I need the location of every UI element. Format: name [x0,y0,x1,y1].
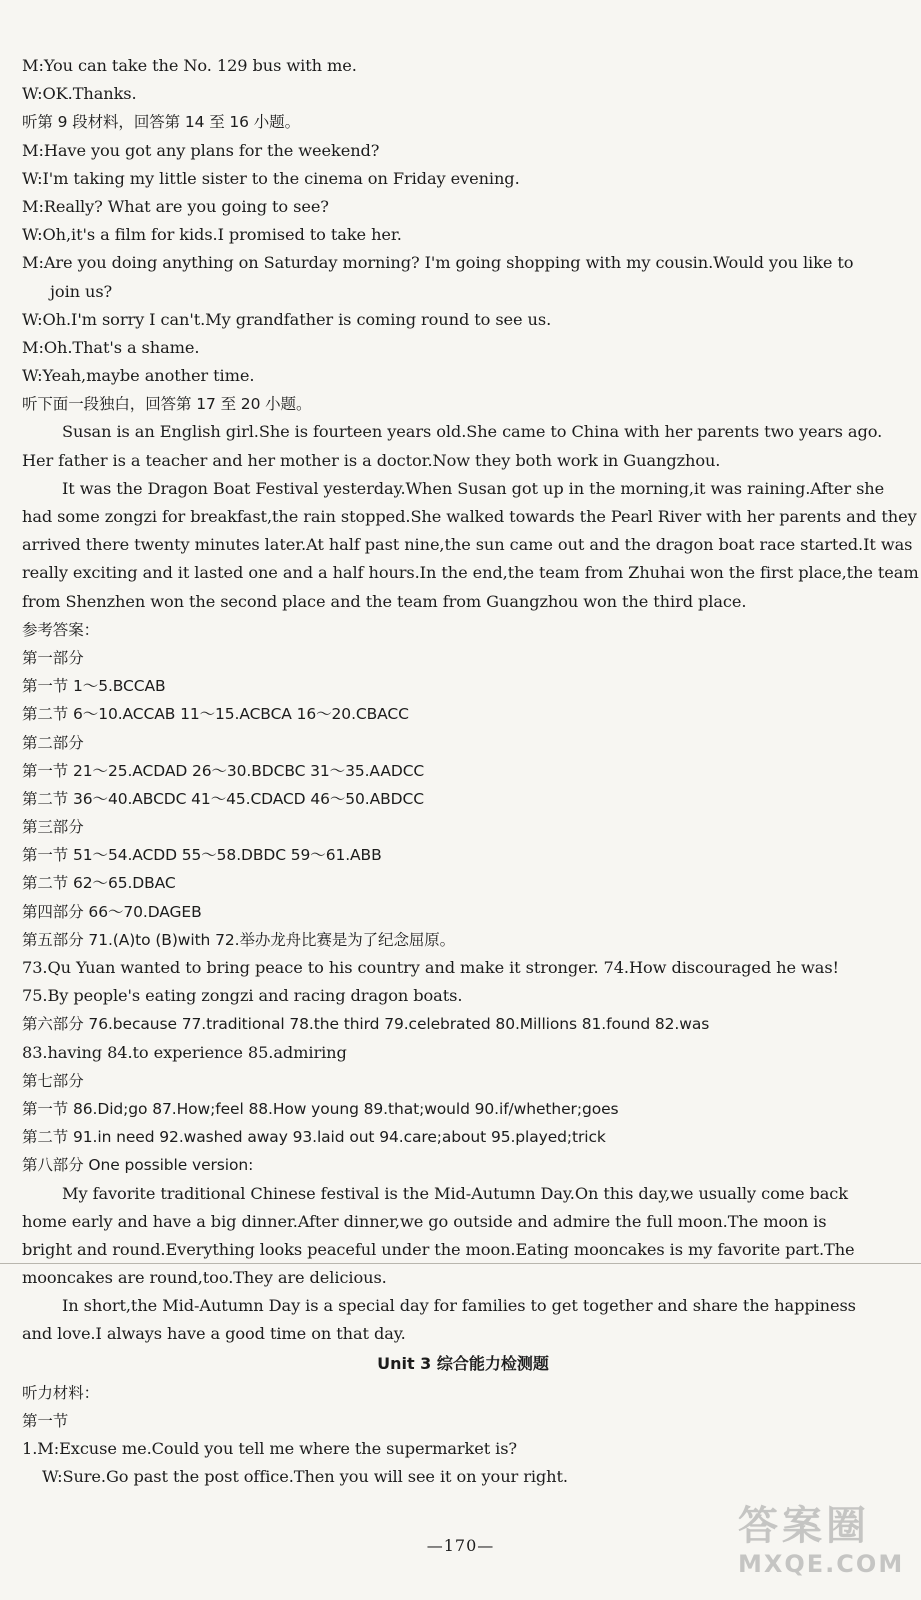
scan-line [0,1263,921,1264]
answer-page [22,52,919,1491]
text-line: 第一节 21～25.ACDAD 26～30.BDCBC 31～35.AADCC [22,761,425,780]
text-line: had some zongzi for breakfast,the rain stopped.She walked towards the Pearl River with her parents and they [22,507,917,526]
text-line: 第一节 86.Did;go 87.How;feel 88.How young 89.that;would 90.if/whether;goes [22,1099,619,1118]
text-line: My favorite traditional Chinese festival is the Mid-Autumn Day.On this day,we usually come back [62,1183,848,1203]
watermark-logo [738,1502,903,1592]
text-line: 1.M:Excuse me.Could you tell me where the supermarket is? [22,1439,518,1458]
text-line: and love.I always have a good time on that day. [22,1324,406,1344]
text-block-unit3 [22,1379,904,1492]
text-line: really exciting and it lasted one and a half hours.In the end,the team from Zhuhai won the first place,the team [22,563,919,583]
unit-title: Unit 3 综合能力检测题 [377,1353,549,1373]
text-line: M:Are you doing anything on Saturday morning? I'm going shopping with my cousin.Would you like to [22,253,854,273]
text-line: In short,the Mid-Autumn Day is a special day for families to get together and share the happiness [62,1296,856,1316]
text-block-main [22,52,919,1349]
watermark-top: 答案圈 [738,1503,870,1549]
text-line: 参考答案： [22,620,100,639]
text-line: mooncakes are round,too.They are delicious. [22,1268,387,1288]
text-line: W:Yeah,maybe another time. [22,366,255,386]
watermark-bottom: MXQE.COM [738,1550,905,1578]
text-line: M:Oh.That's a shame. [22,337,200,357]
text-line: 第五部分 71.(A)to (B)with 72.举办龙舟比赛是为了纪念屈原。 [22,930,456,949]
text-line: M:Really? What are you going to see? [22,196,329,216]
text-line: 75.By people's eating zongzi and racing dragon boats. [22,986,463,1006]
text-line: 第二节 6～10.ACCAB 11～15.ACBCA 16～20.CBACC [22,705,409,724]
text-line: 第一节 [22,1411,69,1430]
text-line: 第一节 51～54.ACDD 55～58.DBDC 59～61.ABB [22,846,382,865]
page-number: —170— [426,1536,495,1555]
text-line: 第一部分 [22,648,84,667]
text-line: It was the Dragon Boat Festival yesterday.When Susan got up in the morning,it was raining.After she [62,478,885,498]
text-line: 听力材料： [22,1383,100,1402]
text-line: 第二节 36～40.ABCDC 41～45.CDACD 46～50.ABDCC [22,789,424,808]
text-line: 第六部分 76.because 77.traditional 78.the third 79.celebrated 80.Millions 81.found 82.was [22,1015,710,1034]
text-line: 第一节 1～5.BCCAB [22,677,166,696]
text-line: 83.having 84.to experience 85.admiring [22,1042,347,1062]
text-line: 听第 9 段材料，回答第 14 至 16 小题。 [22,113,300,132]
text-line: 听下面一段独白，回答第 17 至 20 小题。 [22,395,312,414]
text-line: bright and round.Everything looks peaceful under the moon.Eating mooncakes is my favorite part.The [22,1239,855,1259]
text-line: W:Oh.I'm sorry I can't.My grandfather is coming round to see us. [22,309,552,329]
text-line: 第三部分 [22,818,84,837]
text-line: 第二部分 [22,733,84,752]
text-line: Her father is a teacher and her mother is a doctor.Now they both work in Guangzhou. [22,450,721,470]
text-line: W:Sure.Go past the post office.Then you will see it on your right. [42,1467,568,1487]
text-line: 第二节 91.in need 92.washed away 93.laid out 94.care;about 95.played;trick [22,1128,606,1147]
text-line: 第二节 62～65.DBAC [22,874,176,893]
text-line: Susan is an English girl.She is fourteen years old.She came to China with her parents two years ago. [62,422,883,442]
text-line: W:I'm taking my little sister to the cinema on Friday evening. [22,168,520,188]
text-line: 第八部分 One possible version: [22,1156,254,1175]
text-line: arrived there twenty minutes later.At half past nine,the sun came out and the dragon boat race started.It was [22,535,913,555]
text-line: W:Oh,it's a film for kids.I promised to take her. [22,225,402,245]
text-line: M:You can take the No. 129 bus with me. [22,56,357,75]
text-line: 第四部分 66～70.DAGEB [22,902,202,921]
text-line: home early and have a big dinner.After dinner,we go outside and admire the full moon.The moon is [22,1211,827,1231]
text-line: join us? [50,281,113,301]
text-line: W:OK.Thanks. [22,84,137,104]
text-line: 第七部分 [22,1071,84,1090]
text-line: 73.Qu Yuan wanted to bring peace to his country and make it stronger. 74.How discouraged he was! [22,958,839,977]
text-line: from Shenzhen won the second place and the team from Guangzhou won the third place. [22,591,747,611]
text-line: M:Have you got any plans for the weekend? [22,140,380,160]
